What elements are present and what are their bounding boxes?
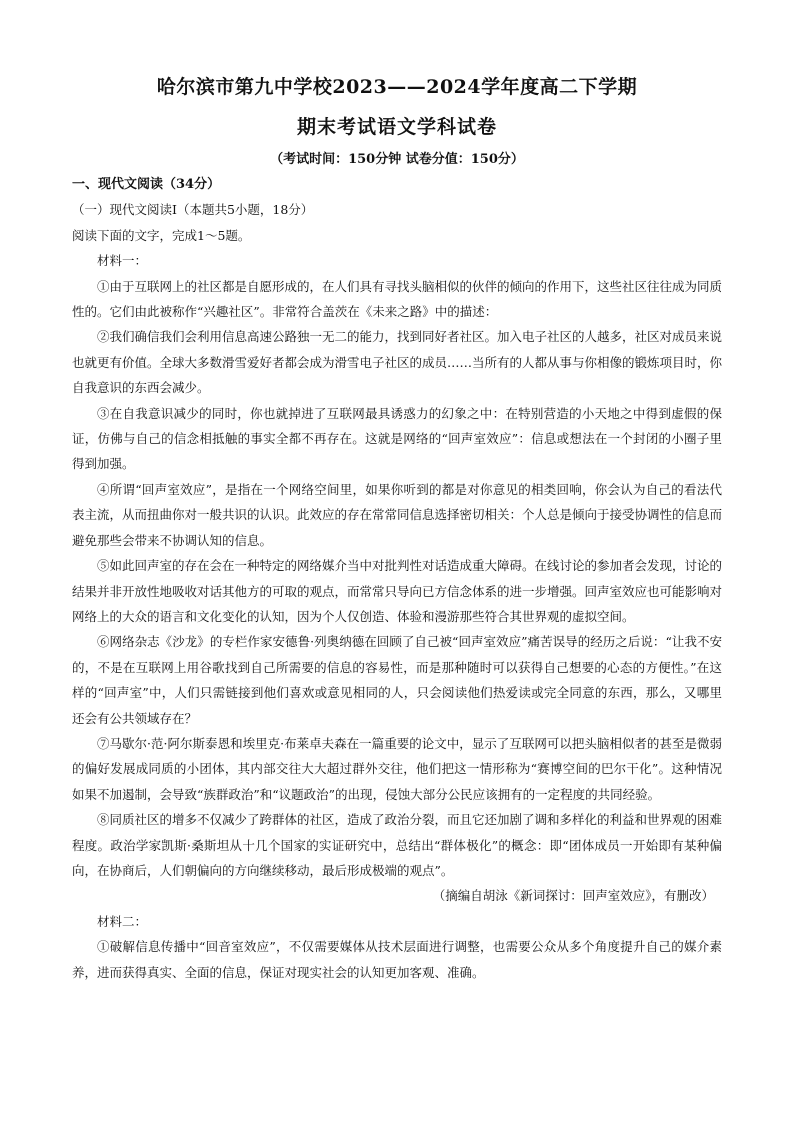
material1-paragraph: ⑧同质社区的增多不仅减少了跨群体的社区，造成了政治分裂，而且它还加剧了调和多样化的利益和世界观的困难程度。政治学家凯斯·桑斯坦从十几个国家的实证研究中，总结出“群体极化”的概念：即“团体成员一开始即有某种偏向，在协商后，人们朝偏向的方向继续移动，最后形成极端的观点”。 [72,812,723,878]
material1-paragraph: ①由于互联网上的社区都是自愿形成的，在人们具有寻找头脑相似的伙伴的倾向的作用下，这些社区往往成为同质性的。它们由此被称作“兴趣社区”。非常符合盖茨在《未来之路》中的描述： [72,278,723,320]
material1-paragraph: ⑦马歇尔·范·阿尔斯泰恩和埃里克·布莱卓夫森在一篇重要的论文中，显示了互联网可以把头脑相似者的甚至是微弱的偏好发展成同质的小团体，其内部交往大大超过群外交往，他们把这一情形称为“赛博空间的巴尔干化”。这种情况如果不加遏制，会导致“族群政治”和“议题政治”的出现，侵蚀大部分公民应该拥有的一定程度的共同经验。 [72,735,722,802]
material1-paragraph: ⑥网络杂志《沙龙》的专栏作家安德鲁·列奥纳德在回顾了自己被“回声室效应”痛苦误导的经历之后说：“让我不安的，不是在互联网上用谷歌找到自己所需要的信息的容易性，而是那种随时可以获得自己想要的心态的方便性。”在这样的“回声室”中，人们只需链接到他们喜欢或意见相同的人，只会阅读他们热爱读或完全同意的东西，那么，又哪里还会有公共领域存在？ [72,634,722,726]
exam-title-line1: 哈尔滨市第九中学校2023——2024学年度高二下学期 [156,76,638,98]
material1-source: （摘编自胡泳《新词探讨：回声室效应》，有删改） [432,888,714,904]
section-heading: 一、现代文阅读（34分） [72,177,221,192]
material1-paragraph: ②我们确信我们会利用信息高速公路独一无二的能力，找到同好者社区。加入电子社区的人越多，社区对成员来说也就更有价值。全球大多数滑雪爱好者都会成为滑雪电子社区的成员……当所有的人都从事与你相像的锻炼项目时，你自我意识的东西会减少。 [72,329,723,396]
sub-section-heading: （一）现代文阅读Ⅰ（本题共5小题，18分） [72,202,314,218]
exam-info: （考试时间：150分钟 试卷分值：150分） [270,152,524,167]
material1-paragraph: ③在自我意识减少的同时，你也就掉进了互联网最具诱惑力的幻象之中：在特别营造的小天地之中得到虚假的保证，仿佛与自己的信念相抵触的事实全都不再存在。这就是网络的“回声室效应”：信息或想法在一个封闭的小圈子里得到加强。 [72,405,722,472]
material2-label: 材料二： [97,913,148,929]
reading-instruction: 阅读下面的文字，完成1～5题。 [72,227,251,243]
exam-body [72,172,722,985]
material1-paragraph: ⑤如此回声室的存在会在一种特定的网络媒介当中对批判性对话造成重大障碍。在线讨论的参加者会发现，讨论的结果并非开放性地吸收对话其他方的可取的观点，而常常只导向已方信念体系的进一步增强。回声室效应也可能影响对网络上的大众的语言和文化变化的认知，因为个人仅创造、体验和漫游那些符合其世界观的虚拟空间。 [72,558,723,624]
material2-paragraph: ①破解信息传播中“回音室效应”，不仅需要媒体从技术层面进行调整，也需要公众从多个角度提升自己的媒介素养，进而获得真实、全面的信息，保证对现实社会的认知更加客观、准确。 [72,939,722,980]
exam-title-line2: 期末考试语文学科试卷 [296,116,497,138]
material1-label: 材料一： [97,253,148,269]
material1-paragraph: ④所谓“回声室效应”，是指在一个网络空间里，如果你听到的都是对你意见的相类回响，你会认为自己的看法代表主流，从而扭曲你对一般共识的认识。此效应的存在常常同信息选择密切相关：个人总是倾向于接受协调性的信息而避免那些会带来不协调认知的信息。 [72,481,723,548]
